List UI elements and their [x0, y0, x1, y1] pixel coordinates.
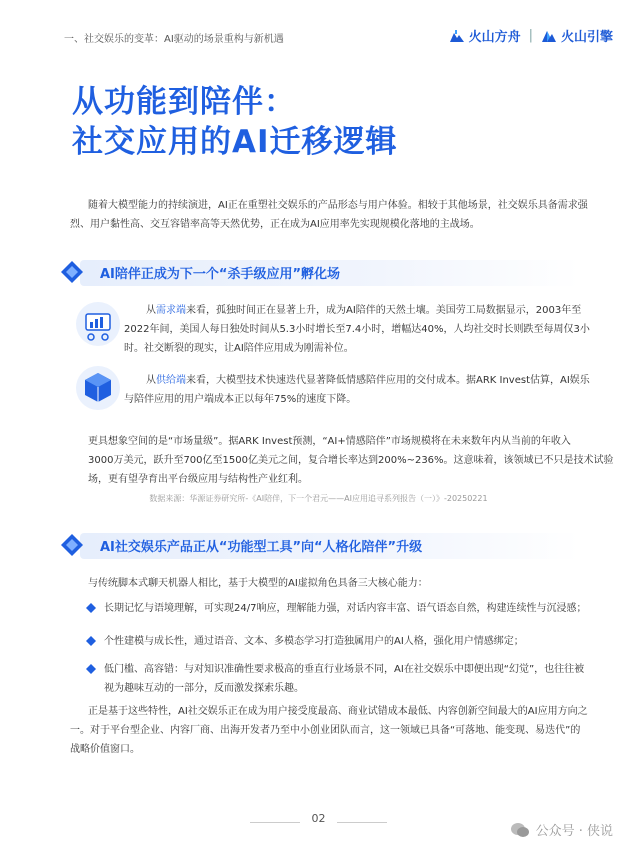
volcano-ark-logo-icon — [449, 29, 465, 43]
demand-line-1-rest: 来看，孤独时间正在显著上升，成为AI陪伴的天然土壤。美国劳工局数据显示，2003年至 — [186, 305, 582, 316]
bullet-diamond-icon — [86, 636, 96, 646]
intro-line-2: 烈、用户黏性高、交互容错率高等天然优势，正在成为AI应用率先实现规模化落地的主战场。 — [70, 219, 480, 230]
closing-line-3: 战略价值窗口。 — [70, 744, 140, 755]
watermark-text: 公众号 · 侠说 — [535, 824, 613, 839]
bullet-2-text: 个性建模与成长性，通过语音、文本、多模态学习打造独属用户的AI人格，强化用户情感绑定； — [104, 636, 524, 647]
page-header — [0, 0, 637, 62]
section-breadcrumb: 一、社交娱乐的变革：AI驱动的场景重构与新机遇 — [64, 34, 284, 45]
bullet-diamond-icon — [86, 603, 96, 613]
diamond-icon — [60, 260, 84, 284]
title-line-2: 社交应用的AI迁移逻辑 — [72, 124, 398, 160]
page-number: 02 — [311, 812, 326, 825]
closing-line-1: 正是基于这些特性，AI社交娱乐正在成为用户接受度最高、商业试错成本最低、内容创新空间最大的AI应用方向之 — [88, 706, 588, 717]
supply-keyword: 供给端 — [156, 375, 186, 386]
demand-line-3: 时。社交断裂的现实，让AI陪伴应用成为刚需补位。 — [124, 343, 354, 354]
bullet-3-line-1: 低门槛、高容错：与对知识准确性要求极高的垂直行业场景不同，AI在社交娱乐中即便出现“幻觉”，也往往被 — [104, 664, 585, 675]
bullet-3-line-2: 视为趣味互动的一部分，反而激发探索乐趣。 — [104, 683, 304, 694]
supply-lead: 从 — [146, 375, 156, 386]
supply-line-2: 与陪伴应用的用户端成本正以每年75%的速度下降。 — [124, 394, 357, 405]
market-line-3: 场，更有望孕育出平台级应用与结构性产业红利。 — [88, 474, 308, 485]
page-title — [72, 82, 398, 162]
section-heading-2-text: AI社交娱乐产品正从“功能型工具”向“人格化陪伴”升级 — [100, 540, 423, 555]
market-line-1: 更具想象空间的是“市场量级”。据ARK Invest预测，“AI+情感陪伴”市场规模将在未来数年内从当前的年收入 — [88, 436, 571, 447]
section-heading-2 — [60, 531, 580, 559]
supply-line-1-rest: 来看，大模型技术快速迭代显著降低情感陪伴应用的交付成本。据ARK Invest估算，AI娱乐 — [186, 375, 590, 386]
watermark — [510, 820, 613, 839]
closing-line-2: 一。对于平台型企业、内容厂商、出海开发者乃至中小创业团队而言，这一领域已具备“可落地、能变现、易迭代”的 — [70, 725, 581, 736]
wechat-icon — [510, 822, 530, 838]
logo-volcano-engine: 火山引擎 — [560, 30, 613, 45]
demand-line-1 — [146, 301, 581, 320]
brand-logos — [449, 26, 613, 45]
section-heading-1-text: AI陪伴正成为下一个“杀手级应用”孵化场 — [100, 267, 340, 282]
logo-separator: | — [528, 28, 533, 43]
data-source-note: 数据来源：华源证券研究所-《AI陪伴，下一个君元——AI应用追寻系列报告（一）》-20250221 — [149, 494, 488, 503]
capabilities-lead: 与传统脚本式聊天机器人相比，基于大模型的AI虚拟角色具备三大核心能力： — [88, 578, 428, 589]
market-line-2: 3000万美元，跃升至700亿至1500亿美元之间，复合增长率达到200%~236%。这意味着，该领域已不只是技术试验 — [88, 455, 614, 466]
title-line-1: 从功能到陪伴： — [72, 84, 296, 120]
diamond-icon — [60, 533, 84, 557]
intro-line-1: 随着大模型能力的持续演进，AI正在重塑社交娱乐的产品形态与用户体验。相较于其他场景，社交娱乐具备需求强 — [88, 200, 588, 211]
section-heading-1 — [60, 258, 580, 286]
supply-line-1 — [146, 371, 590, 390]
demand-line-2: 2022年间，美国人每日独处时间从5.3小时增长至7.4小时，增幅达40%，人均社交时长则跌至每周仅3小 — [124, 324, 590, 335]
bullet-diamond-icon — [86, 664, 96, 674]
volcano-engine-logo-icon — [541, 29, 557, 43]
logo-volcano-ark: 火山方舟 — [468, 30, 521, 45]
growth-chart-icon — [72, 300, 124, 348]
supply-cube-icon — [72, 364, 124, 412]
demand-keyword: 需求端 — [156, 305, 186, 316]
bullet-1-text: 长期记忆与语境理解，可实现24/7响应，理解能力强，对话内容丰富、语气语态自然，构建连续性与沉浸感； — [104, 603, 587, 614]
demand-lead: 从 — [146, 305, 156, 316]
